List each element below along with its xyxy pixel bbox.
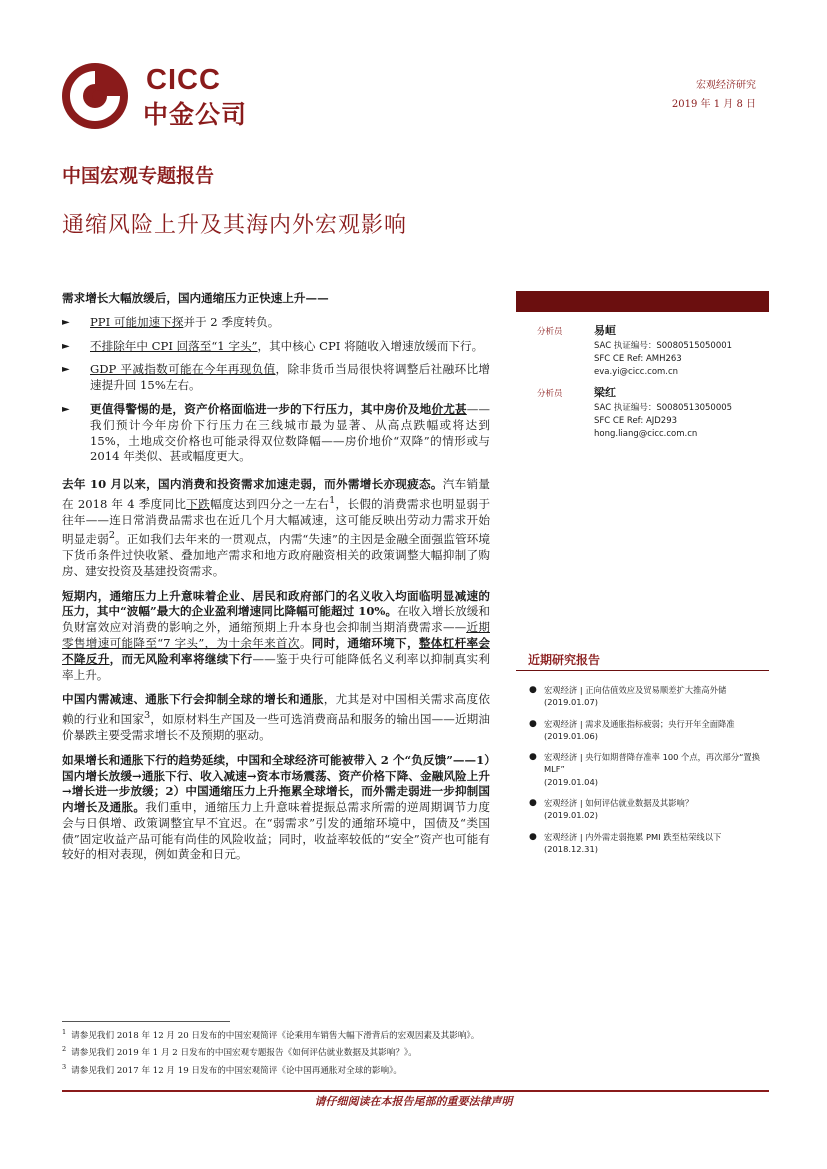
footnote: $^1$ 请参见我们 2018 年 12 月 20 日发布的中国宏观简评《论乘用车销售大幅下滑背后的宏观因素及其影响》。	[62, 1028, 480, 1041]
bullet-marker-icon: ►	[62, 316, 70, 328]
paragraph-short-term: 短期内，通缩压力上升意味着企业、居民和政府部门的名义收入均面临明显减速的压力，其中“波幅”最大的企业盈利增速同比降幅可能超过 10%。在收入增长放缓和负财富效应对消费的影响之外，通缩预期上升本身也会抑制当期消费需求——近期零售增速可能降至“7 字头”，为十余年来首次。同时，通缩环境下，整体杠杆率会不降反升，而无风险利率将继续下行——鉴于央行可能降低名义利率以抑制真实利率上升。	[62, 588, 490, 682]
report-date: 2019 年 1 月 8 日	[671, 99, 756, 110]
analyst-name: 易峘	[594, 324, 616, 337]
paragraph-global-impact: 中国内需减速、通胀下行会抑制全球的增长和通胀，尤其是对中国相关需求高度依赖的行业和国家$^3$，如原材料生产国及一些可选消费商品和服务的输出国——近期油价暴跌主要受需求增长不及预期的驱动。	[62, 692, 490, 742]
analyst-role: 分析员	[537, 327, 563, 337]
cicc-logo-icon	[62, 63, 128, 129]
analyst-sac: SAC 执证编号：S0080515050001	[594, 341, 733, 351]
analyst-name: 梁红	[594, 386, 616, 399]
bullet-item: ► PPI 可能加速下探并于 2 季度转负。	[62, 314, 280, 329]
footnotes	[62, 1026, 762, 1078]
bullet-marker-icon: ►	[62, 340, 70, 352]
divider	[516, 670, 769, 671]
sidebar-header-bar	[516, 291, 769, 311]
recent-reports-list	[528, 684, 764, 864]
bullet-item: ► 更值得警惕的是，资产价格面临进一步的下行压力，其中房价及地价尤甚——我们预计今年房价下行压力在三线城市最为显著、从高点跌幅或将达到 15%，土地成交价格也可能录得双位数降幅——房价地价“双降”的情形或与 2014 年类似、甚或幅度更大。	[62, 401, 490, 464]
analyst-sfc: SFC CE Ref: AMH263	[594, 354, 682, 364]
footnote: $^3$ 请参见我们 2017 年 12 月 19 日发布的中国宏观简评《论中国再通胀对全球的影响》。	[62, 1062, 402, 1076]
bullet-item: ► 不排除年中 CPI 回落至“1 字头”，其中核心 CPI 将随收入增速放缓而下行。	[62, 338, 484, 353]
list-item[interactable]: ● 宏观经济 | 内外需走弱拖累 PMI 跌至枯荣线以下 (2018.12.31)	[529, 831, 722, 854]
list-item[interactable]: ● 宏观经济 | 正向估值效应及贸易顺差扩大推高外储 (2019.01.07)	[529, 685, 727, 708]
footnote-divider	[62, 1021, 230, 1022]
footnote-ref[interactable]: 1	[329, 494, 336, 506]
bullet-item: ► GDP 平减指数可能在今年再现负值，除非货币当局很快将调整后社融环比增速提升回 15%左右。	[62, 362, 490, 393]
bullet-dot-icon: ●	[529, 685, 537, 695]
footnote-ref[interactable]: 3	[144, 710, 151, 722]
brand-name-en: CICC	[146, 64, 221, 96]
recent-reports-title: 近期研究报告	[528, 653, 601, 667]
analyst-email[interactable]: hong.liang@cicc.com.cn	[594, 429, 698, 439]
bullet-marker-icon: ►	[62, 403, 70, 415]
paragraph-domestic-demand: 去年 10 月以来，国内消费和投资需求加速走弱，而外需增长亦现疲态。汽车销量在 2018 年 4 季度同比下跌幅度达到四分之一左右$^1$，长假的消费需求也明显弱于往年——连日常消费品需求也在近几个月大幅减速，这可能反映出劳动力需求开始明显走弱$^2$。正如我们去年来的一贯观点，内需“失速”的主因是金融全面强监管环境下货币条件过快收紧、叠加地产需求和地方政府融资相关的政策调整大幅抑制了购房、建安投资及基建投资需求。	[62, 477, 490, 578]
list-item[interactable]: ● 宏观经济 | 央行如期普降存准率 100 个点，再次部分“置换 MLF” (2019.01.04)	[529, 752, 761, 787]
bullet-marker-icon: ►	[62, 364, 70, 376]
bullet-dot-icon: ●	[529, 718, 537, 729]
lead-sentence: 需求增长大幅放缓后，国内通缩压力正快速上升——	[62, 291, 329, 305]
bullet-dot-icon: ●	[529, 752, 537, 763]
legal-notice: 请仔细阅读在本报告尾部的重要法律声明	[314, 1095, 513, 1108]
analyst-role: 分析员	[537, 389, 563, 399]
report-category: 宏观经济研究	[696, 80, 756, 91]
analyst-email[interactable]: eva.yi@cicc.com.cn	[594, 367, 679, 377]
list-item[interactable]: ● 宏观经济 | 需求及通胀指标疲弱；央行开年全面降准 (2019.01.06)	[529, 718, 735, 741]
divider	[516, 311, 769, 312]
analyst-sac: SAC 执证编号：S0080513050005	[594, 403, 733, 413]
main-content	[62, 291, 490, 869]
bullet-dot-icon: ●	[529, 798, 537, 809]
list-item[interactable]: ● 宏观经济 | 如何评估就业数据及其影响？ (2019.01.02)	[529, 798, 694, 821]
bullet-dot-icon: ●	[529, 831, 537, 842]
paragraph-negative-feedback: 如果增长和通胀下行的趋势延续，中国和全球经济可能被带入 2 个“负反馈”——1）国内增长放缓→通胀下行、收入减速→资本市场震荡、资产价格下降、金融风险上升→增长进一步放缓；2）中国通缩压力上升拖累全球增长，而外需走弱进一步抑制国内增长及通胀。我们重申，通缩压力上升意味着提振总需求所需的逆周期调节力度会与日俱增、政策调整宜早不宜迟。在“弱需求”引发的通缩环境中，国债及“类国债”固定收益产品可能有尚佳的风险收益；同时，收益率较低的“安全”资产也可能有较好的相对表现，例如黄金和日元。	[62, 752, 490, 862]
footnote: $^2$ 请参见我们 2019 年 1 月 2 日发布的中国宏观专题报告《如何评估就业数据及其影响？》。	[62, 1045, 417, 1059]
report-type: 中国宏观专题报告	[62, 165, 215, 187]
analyst-sfc: SFC CE Ref: AJD293	[594, 416, 678, 426]
page-title: 通缩风险上升及其海内外宏观影响	[62, 213, 408, 238]
footer-divider	[62, 1090, 769, 1092]
brand-name-cn: 中金公司	[143, 100, 248, 129]
footnote-ref[interactable]: 2	[108, 530, 115, 542]
